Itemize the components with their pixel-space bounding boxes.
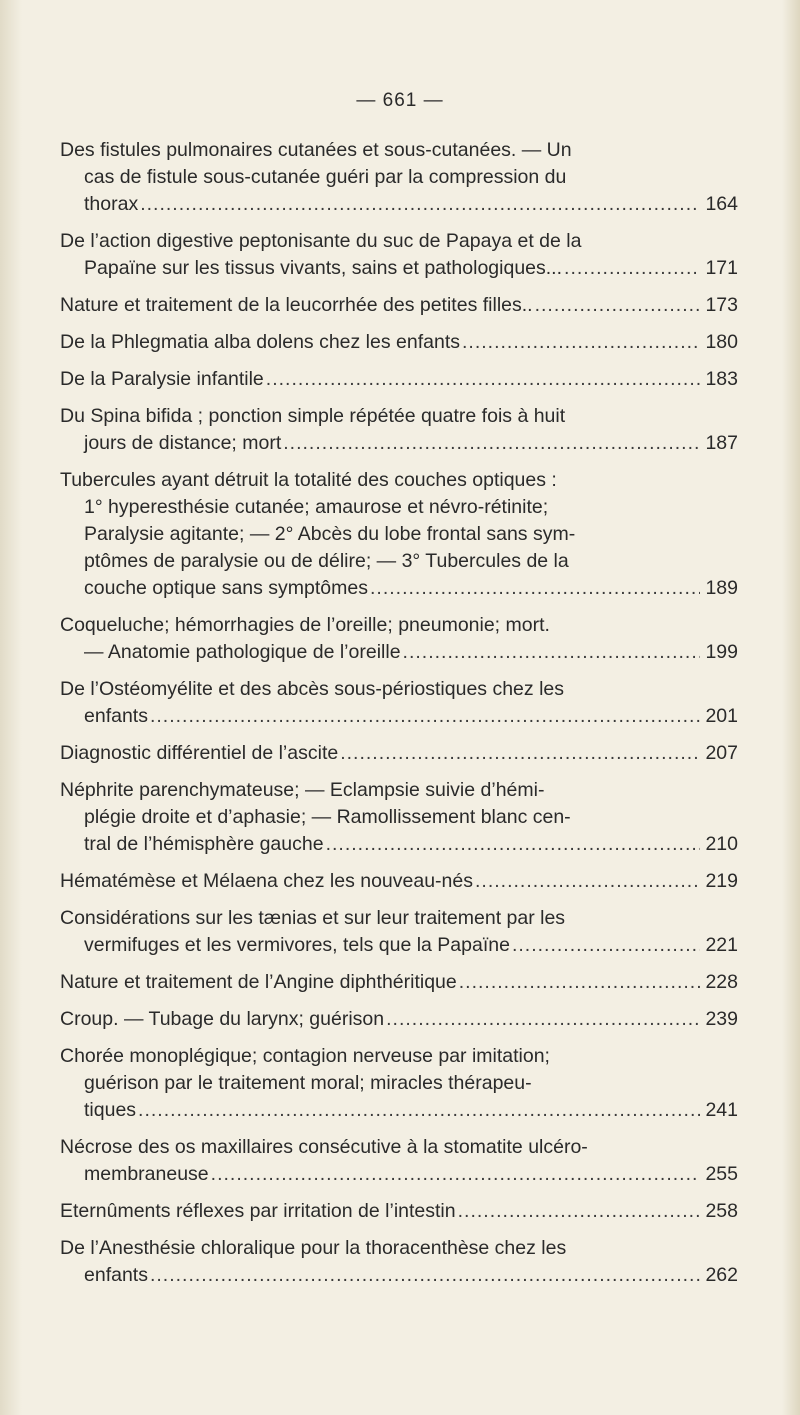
- dot-leader: [386, 1006, 700, 1033]
- toc-entry: [60, 777, 738, 858]
- table-of-contents: [60, 137, 738, 1299]
- toc-page-number: 239: [705, 1008, 738, 1030]
- dot-leader: [475, 868, 700, 895]
- toc-entry-line: Considérations sur les tænias et sur leur traitement par les: [60, 907, 566, 929]
- toc-page-number: 221: [705, 934, 738, 956]
- toc-entry: [60, 676, 738, 730]
- dot-leader: [564, 255, 700, 282]
- toc-entry-line: Paralysie agitante; — 2° Abcès du lobe frontal sans sym-: [84, 523, 576, 545]
- toc-entry-line: cas de fistule sous-cutanée guéri par la compression du: [84, 166, 567, 188]
- toc-entry: [60, 1235, 738, 1289]
- toc-page-number: 210: [705, 833, 738, 855]
- toc-entry: [60, 612, 738, 666]
- toc-page-number: 199: [705, 641, 738, 663]
- toc-entry-line: jours de distance; mort: [84, 432, 282, 454]
- page-number: — 661 —: [356, 90, 444, 111]
- dot-leader: [459, 969, 700, 996]
- toc-page-number: 255: [705, 1163, 738, 1185]
- dot-leader: [211, 1161, 700, 1188]
- toc-entry: [60, 1134, 738, 1188]
- toc-entry: [60, 740, 738, 767]
- toc-entry-line: Nature et traitement de la leucorrhée des petites filles..: [60, 294, 533, 316]
- dot-leader: [283, 430, 700, 457]
- toc-entry-line: Néphrite parenchymateuse; — Eclampsie suivie d’hémi-: [60, 779, 545, 801]
- toc-entry: [60, 228, 738, 282]
- toc-entry-line: Hématémèse et Mélaena chez les nouveau-nés: [60, 870, 473, 892]
- toc-entry-line: plégie droite et d’aphasie; — Ramollissement blanc cen-: [84, 806, 571, 828]
- toc-entry-line: tral de l’hémisphère gauche: [84, 833, 324, 855]
- toc-entry-line: 1° hyperesthésie cutanée; amaurose et névro-rétinite;: [84, 496, 549, 518]
- dot-leader: [150, 1262, 700, 1289]
- toc-entry-line: ptômes de paralysie ou de délire; — 3° Tubercules de la: [84, 550, 569, 572]
- toc-page-number: 189: [705, 577, 738, 599]
- toc-entry: [60, 292, 738, 319]
- toc-page-number: 262: [705, 1264, 738, 1286]
- toc-entry-line: — Anatomie pathologique de l’oreille: [84, 641, 401, 663]
- toc-entry-line: Eternûments réflexes par irritation de l’intestin: [60, 1200, 456, 1222]
- toc-entry-line: De la Phlegmatia alba dolens chez les enfants: [60, 331, 460, 353]
- toc-entry-line: enfants: [84, 1264, 148, 1286]
- toc-entry-line: Tubercules ayant détruit la totalité des couches optiques :: [60, 469, 557, 491]
- toc-page-number: 164: [705, 193, 738, 215]
- toc-entry: [60, 1006, 738, 1033]
- toc-page-number: 171: [705, 257, 738, 279]
- toc-entry-line: tiques: [84, 1099, 137, 1121]
- toc-entry: [60, 868, 738, 895]
- toc-entry-line: De l’action digestive peptonisante du suc de Papaya et de la: [60, 230, 582, 252]
- dot-leader: [403, 639, 700, 666]
- toc-entry-line: De l’Ostéomyélite et des abcès sous-périostiques chez les: [60, 678, 564, 700]
- toc-entry-line: thorax: [84, 193, 139, 215]
- dot-leader: [458, 1198, 700, 1225]
- toc-entry: [60, 905, 738, 959]
- toc-page-number: 183: [705, 368, 738, 390]
- toc-page-number: 241: [705, 1099, 738, 1121]
- toc-entry-line: Nécrose des os maxillaires consécutive à la stomatite ulcéro-: [60, 1136, 588, 1158]
- toc-entry: [60, 366, 738, 393]
- dot-leader: [266, 366, 700, 393]
- toc-entry: [60, 329, 738, 356]
- toc-entry-line: vermifuges et les vermivores, tels que la Papaïne: [84, 934, 510, 956]
- page-edge-left: [0, 0, 22, 1415]
- toc-entry-line: De l’Anesthésie chloralique pour la thoracenthèse chez les: [60, 1237, 567, 1259]
- toc-page-number: 201: [705, 705, 738, 727]
- toc-entry-line: enfants: [84, 705, 148, 727]
- dot-leader: [326, 831, 700, 858]
- toc-page-number: 180: [705, 331, 738, 353]
- toc-page-number: 173: [705, 294, 738, 316]
- toc-entry-line: Coqueluche; hémorrhagies de l’oreille; pneumonie; mort.: [60, 614, 550, 636]
- dot-leader: [535, 292, 700, 319]
- toc-entry: [60, 137, 738, 218]
- toc-entry: [60, 403, 738, 457]
- toc-page-number: 258: [705, 1200, 738, 1222]
- toc-entry-line: Des fistules pulmonaires cutanées et sous-cutanées. — Un: [60, 139, 572, 161]
- toc-entry-line: Diagnostic différentiel de l’ascite: [60, 742, 339, 764]
- toc-entry-line: De la Paralysie infantile: [60, 368, 264, 390]
- toc-page-number: 219: [705, 870, 738, 892]
- dot-leader: [462, 329, 700, 356]
- toc-entry-line: Chorée monoplégique; contagion nerveuse par imitation;: [60, 1045, 550, 1067]
- dot-leader: [370, 575, 700, 602]
- toc-entry: [60, 969, 738, 996]
- dot-leader: [138, 1097, 700, 1124]
- toc-entry: [60, 1198, 738, 1225]
- toc-entry-line: couche optique sans symptômes: [84, 577, 368, 599]
- toc-page-number: 228: [705, 971, 738, 993]
- toc-entry-line: guérison par le traitement moral; miracles thérapeu-: [84, 1072, 532, 1094]
- toc-entry-line: Du Spina bifida ; ponction simple répétée quatre fois à huit: [60, 405, 566, 427]
- toc-entry-line: membraneuse: [84, 1163, 209, 1185]
- dot-leader: [140, 191, 700, 218]
- toc-entry: [60, 1043, 738, 1124]
- dot-leader: [150, 703, 700, 730]
- toc-entry-line: Papaïne sur les tissus vivants, sains et pathologiques...: [84, 257, 563, 279]
- toc-entry-line: Nature et traitement de l’Angine diphthéritique: [60, 971, 457, 993]
- toc-entry: [60, 467, 738, 602]
- dot-leader: [512, 932, 700, 959]
- toc-page-number: 207: [705, 742, 738, 764]
- toc-entry-line: Croup. — Tubage du larynx; guérison: [60, 1008, 385, 1030]
- page-edge-right: [782, 0, 800, 1415]
- dot-leader: [340, 740, 700, 767]
- toc-page-number: 187: [705, 432, 738, 454]
